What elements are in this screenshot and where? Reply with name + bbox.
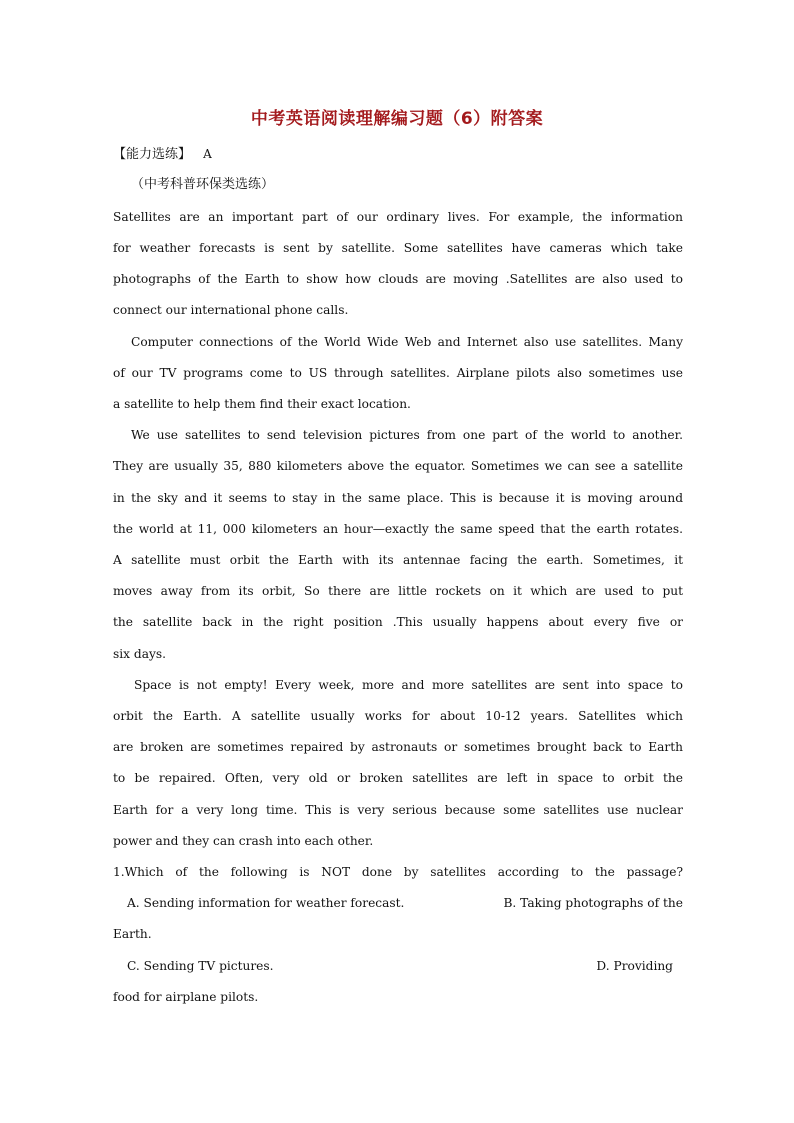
text-line: photographs of the Earth to show how clouds are moving .Satellites are also used to: [113, 272, 683, 286]
text-line: the satellite back in the right position .This usually happens about every five or: [113, 615, 683, 629]
section-label: 【能力选练】: [113, 147, 192, 162]
section-letter: A: [203, 147, 212, 161]
text-line: Space is not empty! Every week, more and more satellites are sent into space to: [134, 678, 683, 692]
text-line: A satellite must orbit the Earth with its antennae facing the earth. Sometimes, it: [113, 553, 683, 567]
options-row-cd: [127, 958, 673, 974]
section-subtitle: （中考科普环保类选练）: [131, 177, 275, 192]
page-title: 中考英语阅读理解编习题（6）附答案: [250, 109, 544, 129]
option-d: D. Providing: [596, 959, 673, 973]
text-line: of our TV programs come to US through satellites. Airplane pilots also sometimes use: [113, 366, 683, 380]
text-line: six days.: [113, 647, 166, 661]
question-stem: 1.Which of the following is NOT done by satellites according to the passage?: [113, 865, 683, 879]
text-line: are broken are sometimes repaired by astronauts or sometimes brought back to Earth: [113, 740, 683, 754]
option-b: B. Taking photographs of the: [503, 896, 683, 910]
section-heading: [113, 146, 683, 163]
text-line: They are usually 35, 880 kilometers above the equator. Sometimes we can see a satellite: [113, 459, 683, 473]
text-line: moves away from its orbit, So there are little rockets on it which are used to put: [113, 584, 683, 598]
text-line: in the sky and it seems to stay in the same place. This is because it is moving around: [113, 491, 683, 505]
text-line: a satellite to help them find their exact location.: [113, 397, 411, 411]
text-line: Earth for a very long time. This is very serious because some satellites use nuclear: [113, 803, 683, 817]
option-c: C. Sending TV pictures.: [127, 959, 274, 973]
text-line: the world at 11, 000 kilometers an hour—exactly the same speed that the earth rotates.: [113, 522, 683, 536]
text-line: for weather forecasts is sent by satellite. Some satellites have cameras which take: [113, 241, 683, 255]
text-line: Satellites are an important part of our ordinary lives. For example, the information: [113, 210, 683, 224]
text-line: We use satellites to send television pictures from one part of the world to another.: [131, 428, 683, 442]
text-line: Computer connections of the World Wide Web and Internet also use satellites. Many: [131, 335, 683, 349]
text-line: to be repaired. Often, very old or broken satellites are left in space to orbit the: [113, 771, 683, 785]
option-a: A. Sending information for weather forecast.: [127, 896, 405, 910]
option-d-continuation: food for airplane pilots.: [113, 990, 259, 1004]
option-b-continuation: Earth.: [113, 927, 152, 941]
text-line: connect our international phone calls.: [113, 303, 349, 317]
text-line: orbit the Earth. A satellite usually works for about 10-12 years. Satellites which: [113, 709, 683, 723]
options-row-ab: [127, 895, 683, 911]
text-line: power and they can crash into each other.: [113, 834, 374, 848]
